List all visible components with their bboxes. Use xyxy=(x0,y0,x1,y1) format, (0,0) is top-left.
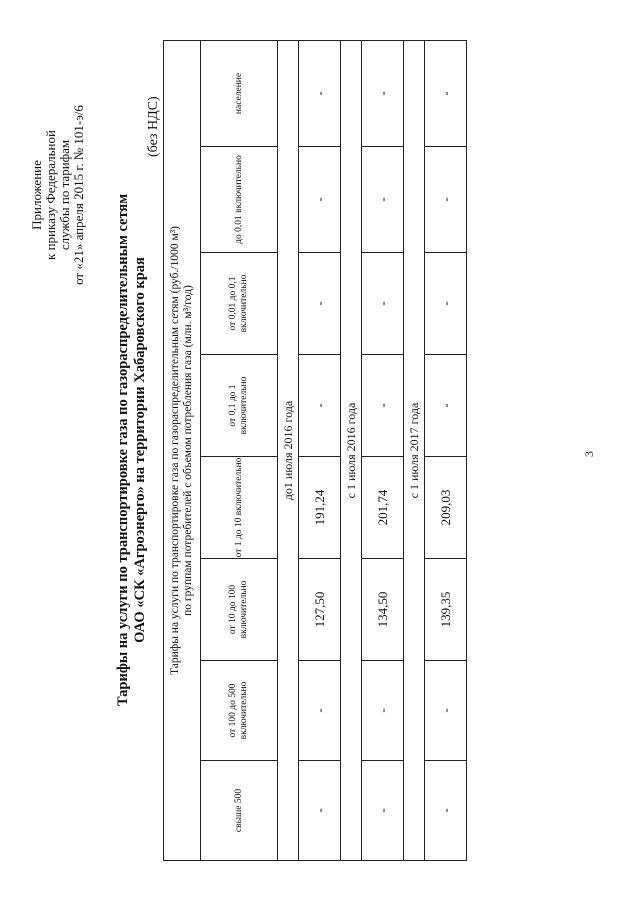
table-main-header xyxy=(164,41,201,861)
column-header: от 0,1 до 1 включительно xyxy=(201,355,278,457)
table-header-row xyxy=(164,41,201,861)
column-header: от 100 до 500 включительно xyxy=(201,661,278,761)
column-header: от 1 до 10 включительно xyxy=(201,457,278,559)
column-header: от 0,01 до 0,1 включительно xyxy=(201,253,278,355)
document-title xyxy=(115,55,149,845)
table-cell: - xyxy=(362,661,404,761)
table-cell: - xyxy=(299,253,341,355)
tariff-table xyxy=(163,40,467,861)
appendix-line: Приложение xyxy=(29,160,44,230)
column-header: свыше 500 xyxy=(201,761,278,861)
table-cell: - xyxy=(362,41,404,147)
table-cell: - xyxy=(425,253,467,355)
period-label: до1 июля 2016 года xyxy=(278,41,299,861)
table-cell: - xyxy=(299,661,341,761)
page-number: 3 xyxy=(582,451,596,457)
title-line: ОАО «СК «Агроэнерго» на территории Хабаровского края xyxy=(132,257,148,643)
appendix-line: к приказу Федеральной xyxy=(43,130,58,260)
table-row xyxy=(299,41,341,861)
table-cell: 201,74 xyxy=(362,457,404,559)
period-row xyxy=(404,41,425,861)
header-line: по группам потребителей с объемом потребления газа (млн. м³/год) xyxy=(182,285,194,616)
table-cell: - xyxy=(362,355,404,457)
table-cell: - xyxy=(362,147,404,253)
period-row xyxy=(341,41,362,861)
header-line: Тарифы на услуги по транспортировке газа по газораспределительным сетям (руб./1000 м³) xyxy=(169,226,181,675)
table-cell: 139,35 xyxy=(425,559,467,661)
table-row xyxy=(362,41,404,861)
appendix-line: службы по тарифам xyxy=(57,139,72,251)
table-cell: - xyxy=(425,147,467,253)
table-cell: 209,03 xyxy=(425,457,467,559)
table-cell: 191,24 xyxy=(299,457,341,559)
table-cell: - xyxy=(299,355,341,457)
table-cell: - xyxy=(425,661,467,761)
table-cell: - xyxy=(425,41,467,147)
period-label: с 1 июля 2017 года xyxy=(404,41,425,861)
column-header-row xyxy=(201,41,278,861)
table-cell: - xyxy=(299,761,341,861)
table-cell: - xyxy=(362,253,404,355)
column-header: от 10 до 100 включительно xyxy=(201,559,278,661)
table-cell: - xyxy=(425,355,467,457)
period-label: с 1 июля 2016 года xyxy=(341,41,362,861)
table-cell: - xyxy=(299,41,341,147)
column-header: население xyxy=(201,41,278,147)
column-header: до 0,01 включительно xyxy=(201,147,278,253)
appendix-line: от «21» апреля 2015 г. № 101-э/6 xyxy=(71,105,86,285)
table-cell: - xyxy=(425,761,467,861)
period-row xyxy=(278,41,299,861)
appendix-block xyxy=(30,45,86,345)
table-cell: - xyxy=(362,761,404,861)
table-cell: 134,50 xyxy=(362,559,404,661)
title-line: Тарифы на услуги по транспортировке газа по газораспределительным сетям xyxy=(115,193,131,707)
table-cell: 127,50 xyxy=(299,559,341,661)
vat-note: (без НДС) xyxy=(146,96,161,157)
table-row xyxy=(425,41,467,861)
table-cell: - xyxy=(299,147,341,253)
